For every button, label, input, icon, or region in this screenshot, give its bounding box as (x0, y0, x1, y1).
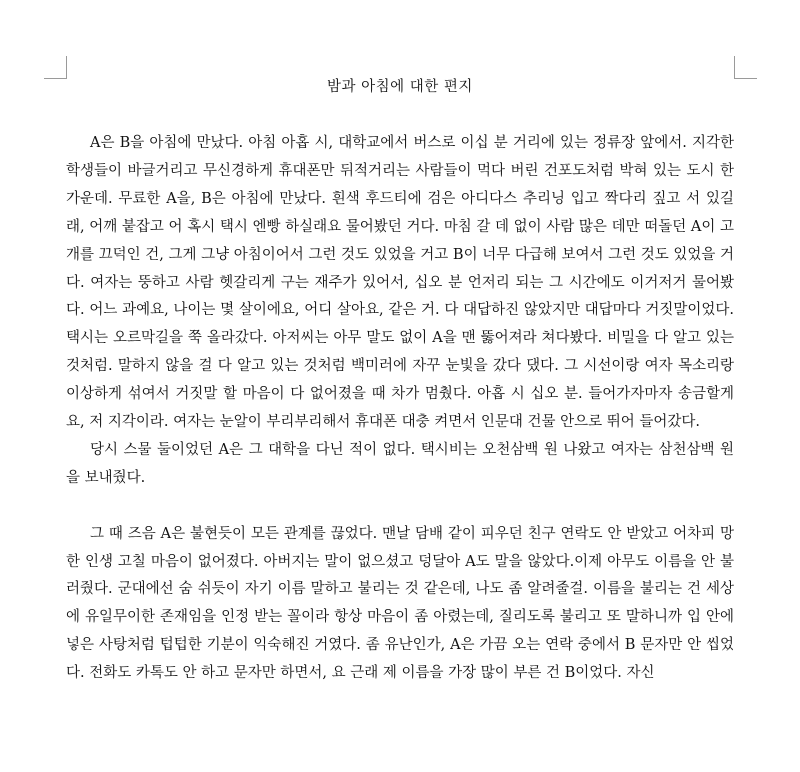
page-corner-mark-top-right (734, 56, 757, 79)
document-page (66, 74, 734, 688)
page-corner-mark-top-left (44, 56, 67, 79)
paragraph-2: 당시 스물 둘이었던 A은 그 대학을 다닌 적이 없다. 택시비는 오천삼백 원 나왔고 여자는 삼천삼백 원을 보내줬다. (66, 441, 734, 486)
document-title: 밤과 아침에 대한 편지 (327, 79, 473, 95)
paragraph-3: 그 때 즈음 A은 불현듯이 모든 관계를 끊었다. 맨날 담배 같이 피우던 친구 연락도 안 받았고 어차피 망한 인생 고칠 마음이 없어졌다. 아버지는 말이 없으셨고 덩달아 A도 말을 않았다.이제 아무도 이름을 안 불러줬다. 군대에선 숨 쉬듯이 자기 이름 말하고 불리는 것 같은데, 나도 좀 알려줄걸. 이름을 불리는 건 세상에 유일무이한 존재임을 인정 받는 꼴이라 항상 마음이 좀 아렸는데, 질리도록 불리고 또 말하니까 입 안에 넣은 사탕처럼 텁텁한 기분이 익숙해진 거였다. 좀 유난인가, A은 가끔 오는 연락 중에서 B 문자만 안 씹었다. 전화도 카톡도 안 하고 문자만 하면서, 요 근래 제 이름을 가장 많이 부른 건 B이었다. 자신 (66, 525, 734, 682)
paragraph-gap (66, 493, 734, 521)
paragraph-1: A은 B을 아침에 만났다. 아침 아홉 시, 대학교에서 버스로 이십 분 거리에 있는 정류장 앞에서. 지각한 학생들이 바글거리고 무신경하게 휴대폰만 뒤적거리는 사람들이 먹다 버린 건포도처럼 박혀 있는 도시 한가운데. 무료한 A을, B은 아침에 만났다. 흰색 후드티에 검은 아디다스 추리닝 입고 짝다리 짚고 서 있길래, 어깨 붙잡고 어 혹시 택시 엔빵 하실래요 물어봤던 거다. 마침 갈 데 없이 사람 많은 데만 떠돌던 A이 고개를 끄덕인 건, 그게 그냥 아침이어서 그런 것도 있었을 거고 B이 너무 다급해 보여서 그런 것도 있었을 거다. 여자는 뚱하고 사람 헷갈리게 구는 재주가 있어서, 십오 분 언저리 되는 그 시간에도 이거저거 물어봤다. 어느 과예요, 나이는 몇 살이에요, 어디 살아요, 같은 거. 다 대답하진 않았지만 대답마다 거짓말이었다. 택시는 오르막길을 쭉 올라갔다. 아저씨는 아무 말도 없이 A을 맨 뚫어져라 쳐다봤다. 비밀을 다 알고 있는 것처럼. 말하지 않을 걸 다 알고 있는 것처럼 백미러에 자꾸 눈빛을 갔다 댔다. 그 시선이랑 여자 목소리랑 이상하게 섞여서 거짓말 할 마음이 다 없어졌을 때 차가 멈췄다. 아홉 시 십오 분. 들어가자마자 송금할게요, 저 지각이라. 여자는 눈알이 부리부리해서 휴대폰 대충 켜면서 인문대 건물 안으로 뛰어 들어갔다. (66, 135, 734, 431)
